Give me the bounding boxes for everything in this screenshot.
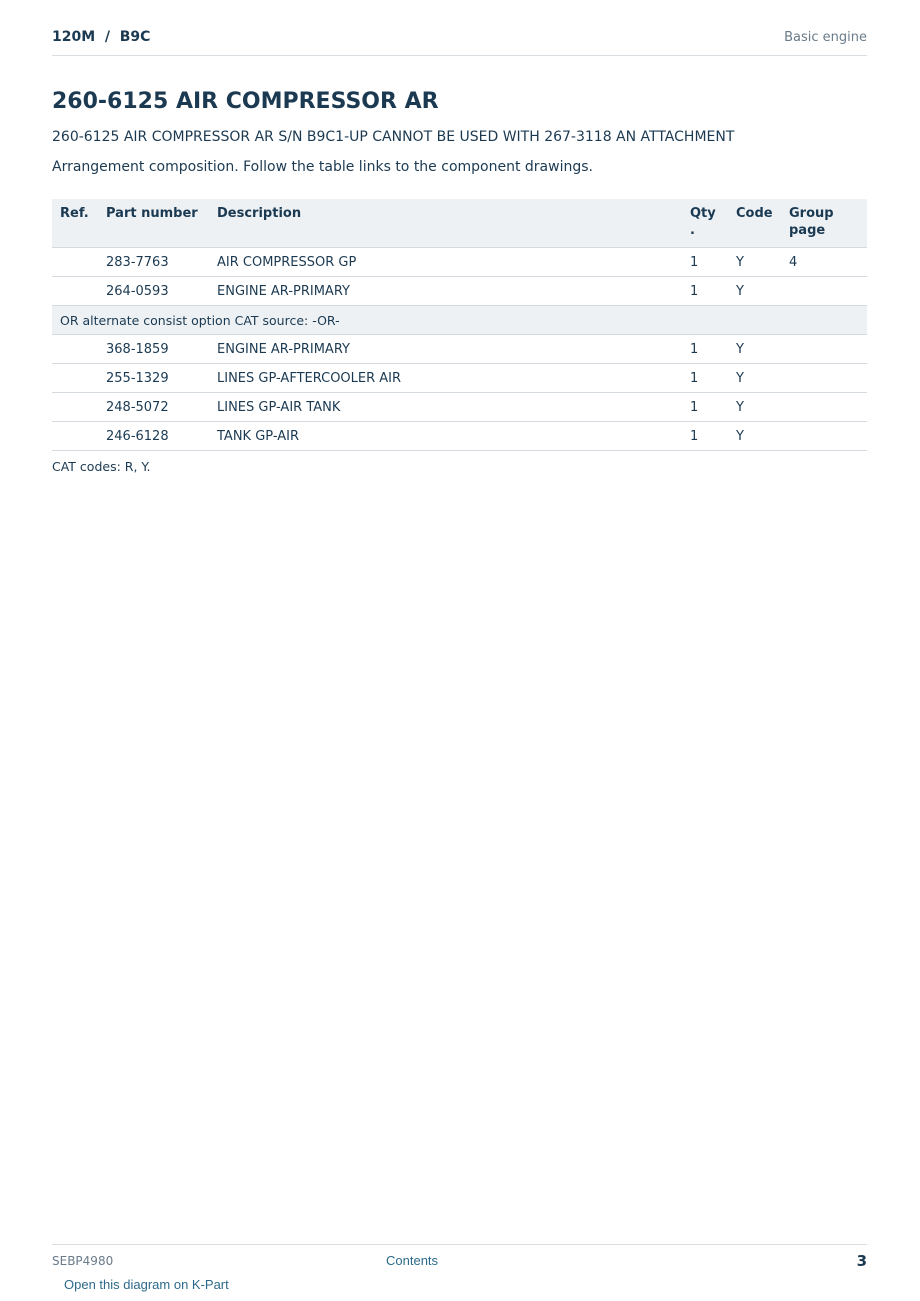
column-header-part-number: Part number bbox=[106, 199, 217, 248]
code-cell: Y bbox=[736, 248, 789, 277]
intro-text: Arrangement composition. Follow the table links to the component drawings. bbox=[52, 159, 593, 175]
alternate-option-row bbox=[52, 306, 867, 335]
table-row bbox=[52, 248, 867, 277]
breadcrumb: 120M / B9C bbox=[52, 29, 151, 45]
column-header-code: Code bbox=[736, 199, 789, 248]
table-row bbox=[52, 364, 867, 393]
part-number-cell: 246-6128 bbox=[106, 422, 217, 451]
code-cell: Y bbox=[736, 422, 789, 451]
ref-cell bbox=[52, 393, 106, 422]
qty-cell: 1 bbox=[690, 335, 736, 364]
group-page-cell bbox=[789, 393, 867, 422]
group-page-link[interactable]: 4 bbox=[789, 248, 867, 277]
part-number-cell: 264-0593 bbox=[106, 277, 217, 306]
ref-cell bbox=[52, 248, 106, 277]
table-row bbox=[52, 422, 867, 451]
qty-header-line2: . bbox=[690, 223, 695, 238]
description-cell: AIR COMPRESSOR GP bbox=[217, 248, 690, 277]
document-page bbox=[52, 0, 867, 1300]
column-header-ref: Ref. bbox=[52, 199, 106, 248]
part-number-cell: 248-5072 bbox=[106, 393, 217, 422]
ref-cell bbox=[52, 364, 106, 393]
cat-codes-note: CAT codes: R, Y. bbox=[52, 459, 151, 474]
group-page-cell bbox=[789, 422, 867, 451]
table-header-row bbox=[52, 199, 867, 248]
table-row bbox=[52, 393, 867, 422]
ref-cell bbox=[52, 422, 106, 451]
column-header-description: Description bbox=[217, 199, 690, 248]
page-title: 260-6125 AIR COMPRESSOR AR bbox=[52, 89, 439, 114]
qty-cell: 1 bbox=[690, 248, 736, 277]
qty-cell: 1 bbox=[690, 422, 736, 451]
group-header-line2: page bbox=[789, 223, 826, 238]
arrangement-subtitle: 260-6125 AIR COMPRESSOR AR S/N B9C1-UP CANNOT BE USED WITH 267-3118 AN ATTACHMENT bbox=[52, 129, 735, 145]
table-row bbox=[52, 335, 867, 364]
description-cell: LINES GP-AFTERCOOLER AIR bbox=[217, 364, 690, 393]
qty-cell: 1 bbox=[690, 277, 736, 306]
column-header-group-page bbox=[789, 199, 867, 248]
parts-table bbox=[52, 199, 867, 451]
code-cell: Y bbox=[736, 364, 789, 393]
ref-cell bbox=[52, 335, 106, 364]
qty-header-line1: Qty bbox=[690, 206, 716, 221]
code-cell: Y bbox=[736, 335, 789, 364]
qty-cell: 1 bbox=[690, 364, 736, 393]
section-name: Basic engine bbox=[784, 30, 867, 45]
document-id: SEBP4980 bbox=[52, 1254, 114, 1268]
description-cell: ENGINE AR-PRIMARY bbox=[217, 335, 690, 364]
qty-cell: 1 bbox=[690, 393, 736, 422]
alternate-option-note: OR alternate consist option CAT source: -OR- bbox=[52, 306, 867, 335]
code-cell: Y bbox=[736, 393, 789, 422]
description-cell: ENGINE AR-PRIMARY bbox=[217, 277, 690, 306]
code-cell: Y bbox=[736, 277, 789, 306]
ref-cell bbox=[52, 277, 106, 306]
open-kpart-link[interactable]: Open this diagram on K-Part bbox=[64, 1277, 229, 1292]
group-header-line1: Group bbox=[789, 206, 834, 221]
column-header-qty bbox=[690, 199, 736, 248]
part-number-cell: 255-1329 bbox=[106, 364, 217, 393]
page-number: 3 bbox=[856, 1252, 867, 1270]
group-page-cell bbox=[789, 277, 867, 306]
group-page-cell bbox=[789, 335, 867, 364]
description-cell: TANK GP-AIR bbox=[217, 422, 690, 451]
group-page-cell bbox=[789, 364, 867, 393]
table-row bbox=[52, 277, 867, 306]
page-header bbox=[52, 29, 867, 56]
contents-link[interactable]: Contents bbox=[386, 1253, 439, 1268]
part-number-link[interactable]: 283-7763 bbox=[106, 248, 217, 277]
part-number-cell: 368-1859 bbox=[106, 335, 217, 364]
page-footer bbox=[52, 1244, 867, 1301]
description-cell: LINES GP-AIR TANK bbox=[217, 393, 690, 422]
